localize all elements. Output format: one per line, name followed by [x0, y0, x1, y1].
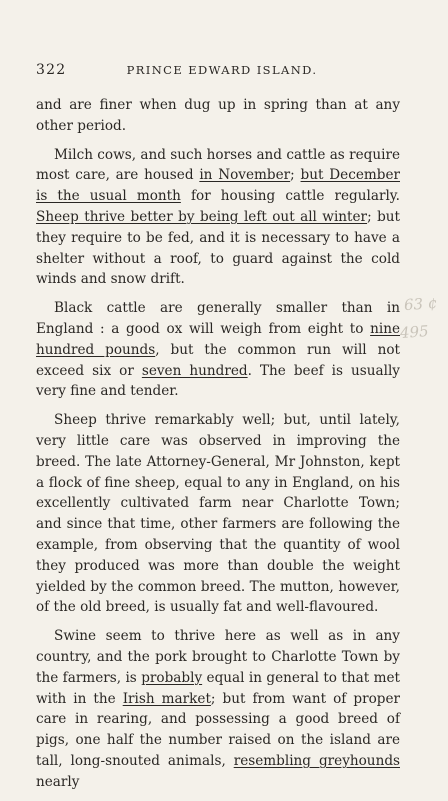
- text-segment: for housing cattle regularly.: [180, 188, 400, 205]
- text-segment: Black cattle are generally smaller than in England : a good ox will weigh from eight to: [36, 300, 400, 337]
- underlined-text: Sheep thrive better by being left out all winter: [36, 208, 368, 225]
- text-segment: equal in general to that met with in the: [36, 669, 400, 707]
- underlined-text: probably: [141, 669, 203, 686]
- text-segment: . The beef is usually very fine and tender.: [36, 362, 400, 400]
- running-head: PRINCE EDWARD ISLAND.: [126, 63, 318, 77]
- text-segment: ; but from want of proper care in rearing, and possessing a good breed of pigs, one half the number raised on the island are tall, long-snouted animals,: [36, 690, 401, 769]
- underlined-text: nine hundred pounds: [36, 320, 400, 358]
- text-segment: ;: [290, 167, 301, 184]
- paragraph: [36, 145, 400, 291]
- underlined-text: seven hundred: [141, 362, 248, 379]
- margin-annotation: 63 ¢: [403, 293, 438, 315]
- paragraph: [36, 95, 400, 137]
- underlined-text: in November: [199, 167, 291, 184]
- paragraph: [36, 410, 400, 618]
- body-text: [36, 95, 400, 801]
- underlined-text: resembling greyhounds: [233, 752, 400, 769]
- text-segment: Milch cows, and such horses and cattle as require most care, are housed: [36, 146, 400, 184]
- text-segment: Sheep thrive remarkably well; but, until lately, very little care was observed in improving the breed. The late Attorney-General, Mr Johnston, kept a flock of fine sheep, equal to any in England, on his excellently cultivated farm near Charlotte Town; and since that time, other farmers are following the example, from observing that the quantity of wool they produced was more than double the weight yielded by the common breed. The mutton, however, of the old breed, is usually fat and well-flavoured.: [36, 412, 400, 616]
- page-header: [36, 62, 408, 80]
- page-number: 322: [36, 62, 67, 78]
- paragraph: [36, 626, 400, 792]
- text-segment: and are finer when dug up in spring than at any other period.: [36, 97, 400, 134]
- text-segment: Swine seem to thrive here as well as in any country, and the pork brought to Charlotte Town by the farmers, is: [36, 628, 400, 686]
- underlined-text: Irish market: [122, 690, 211, 707]
- text-segment: nearly: [36, 773, 80, 790]
- underlined-text: but December is the usual month: [36, 167, 400, 205]
- paragraph: [36, 298, 400, 402]
- margin-annotation: 495: [399, 322, 430, 342]
- text-segment: , but the common run will not exceed six or: [36, 341, 400, 379]
- text-segment: ; but they require to be fed, and it is necessary to have a shelter without a roof, to guard against the cold winds and snow drift.: [36, 208, 400, 288]
